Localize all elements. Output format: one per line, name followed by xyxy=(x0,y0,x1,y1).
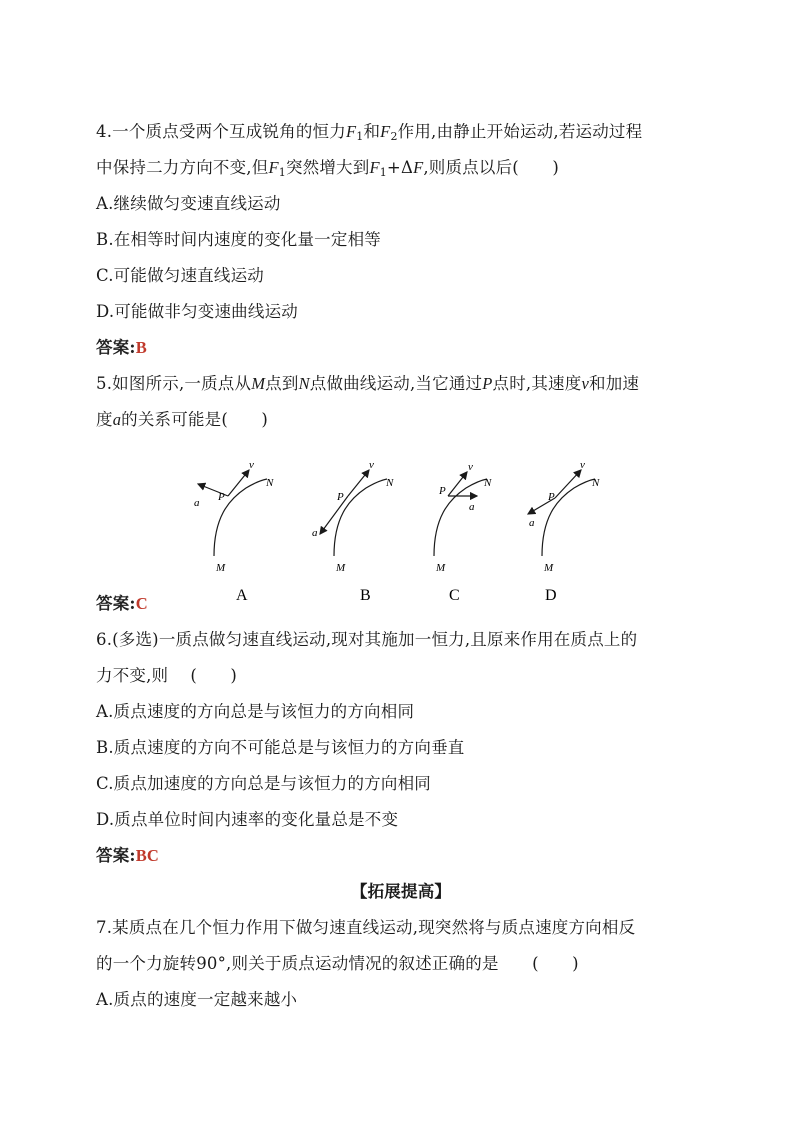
question-4-stem-line-2: 中保持二力方向不变,但$F_1$突然增大到$F_1+\Delta F$,则质点以后( ) xyxy=(96,158,559,179)
question-5 xyxy=(96,366,706,622)
question-4-stem-line-1: 4.一个质点受两个互成锐角的恒力$F_1$和$F_2$作用,由静止开始运动,若运动过程 xyxy=(96,122,643,143)
choice-a-label: A xyxy=(236,587,248,604)
label-a: a xyxy=(529,517,535,529)
label-p: P xyxy=(439,485,446,497)
label-m: M xyxy=(216,562,226,574)
label-n: N xyxy=(592,477,600,489)
section-title: 【拓展提高】 xyxy=(350,882,452,901)
label-n: N xyxy=(484,477,492,489)
label-a: a xyxy=(312,527,318,539)
question-7-stem-line-1: 7.某质点在几个恒力作用下做匀速直线运动,现突然将与质点速度方向相反 xyxy=(96,918,636,937)
choice-d-label: D xyxy=(545,587,557,604)
question-6-option-d: D.质点单位时间内速率的变化量总是不变 xyxy=(96,810,399,829)
label-p: P xyxy=(337,491,344,503)
question-5-stem-line-1: 5.如图所示,一质点从M点到N点做曲线运动,当它通过P点时,其速度v和加速 xyxy=(96,374,640,393)
label-n: N xyxy=(266,477,274,489)
question-4-option-d: D.可能做非匀变速曲线运动 xyxy=(96,302,298,321)
question-6-option-c: C.质点加速度的方向总是与该恒力的方向相同 xyxy=(96,774,431,793)
label-p: P xyxy=(548,491,555,503)
diagram-b xyxy=(312,459,394,604)
label-a: a xyxy=(469,501,475,513)
question-6-answer: 答案:BC xyxy=(96,846,160,865)
question-6-stem-line-2: 力不变,则 ( ) xyxy=(96,666,238,685)
document-page xyxy=(96,114,706,1018)
label-v: v xyxy=(580,459,585,471)
question-6-option-b: B.质点速度的方向不可能总是与该恒力的方向垂直 xyxy=(96,738,465,757)
question-7-stem-line-2: 的一个力旋转90°,则关于质点运动情况的叙述正确的是 ( ) xyxy=(96,954,579,973)
label-p: P xyxy=(218,491,225,503)
question-7-option-a: A.质点的速度一定越来越小 xyxy=(96,990,298,1009)
label-m: M xyxy=(336,562,346,574)
question-4-option-c: C.可能做匀速直线运动 xyxy=(96,266,264,285)
label-a: a xyxy=(194,497,200,509)
label-m: M xyxy=(436,562,446,574)
velocity-arrow xyxy=(448,472,467,496)
choice-c-label: C xyxy=(449,587,460,604)
velocity-arrow xyxy=(348,470,369,496)
question-4-option-a: A.继续做匀变速直线运动 xyxy=(96,194,281,213)
label-v: v xyxy=(249,459,254,471)
label-v: v xyxy=(369,459,374,471)
acceleration-arrow xyxy=(320,496,348,534)
question-6-stem-line-1: 6.(多选)一质点做匀速直线运动,现对其施加一恒力,且原来作用在质点上的 xyxy=(96,630,638,649)
question-6-option-a: A.质点速度的方向总是与该恒力的方向相同 xyxy=(96,702,415,721)
question-4-answer: 答案:B xyxy=(96,338,147,357)
question-7 xyxy=(96,910,706,1018)
question-6 xyxy=(96,622,706,874)
question-4 xyxy=(96,114,706,366)
velocity-arrow xyxy=(228,470,249,496)
label-v: v xyxy=(468,461,473,473)
question-5-answer: 答案:C xyxy=(96,594,148,613)
question-5-stem-line-2: 度a的关系可能是( ) xyxy=(96,410,269,429)
diagram-d xyxy=(528,459,600,604)
label-n: N xyxy=(386,477,394,489)
question-4-option-b: B.在相等时间内速度的变化量一定相等 xyxy=(96,230,381,249)
velocity-arrow xyxy=(555,470,581,498)
choice-b-label: B xyxy=(360,587,371,604)
diagram-a xyxy=(194,459,274,604)
diagram-c xyxy=(434,461,492,604)
label-m: M xyxy=(544,562,554,574)
